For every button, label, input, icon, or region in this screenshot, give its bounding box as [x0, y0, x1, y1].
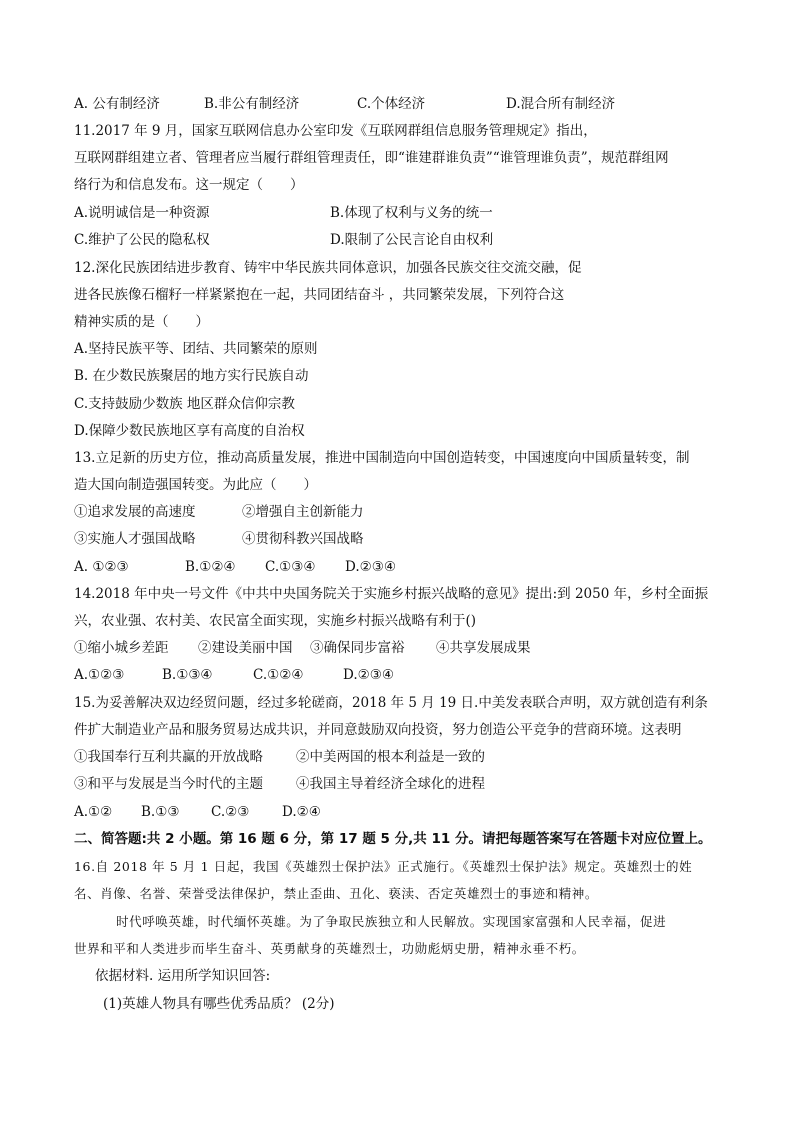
q11-option-b: B.体现了权利与义务的统一: [330, 205, 493, 221]
q15-item-4: ④我国主导着经济全球化的进程: [296, 776, 485, 792]
q13-item-1: ①追求发展的高速度: [74, 504, 196, 520]
q11-stem-line-1: 11.2017 年 9 月，国家互联网信息办公室印发《互联网群组信息服务管理规定》指出，: [74, 123, 597, 139]
q14-option-a: A.①②③: [74, 667, 125, 683]
q15-option-c: C.②③: [211, 804, 250, 820]
q13-stem-line-1: 13.立足新的历史方位，推动高质量发展，推进中国制造向中国创造转变，中国速度向中国质量转变，制: [74, 450, 690, 466]
q11-option-c: C.维护了公民的隐私权: [74, 232, 210, 248]
q16-material-line-1: 16.自 2018 年 5 月 1 日起，我国《英雄烈士保护法》正式施行。《英雄烈士保护法》规定。英雄烈士的姓: [74, 859, 693, 874]
q13-option-a: A. ①②③: [74, 559, 129, 575]
q15-stem-line-2: 件扩大制造业产品和服务贸易达成共识，并同意鼓励双向投资，努力创造公平竞争的营商环境。这表明: [74, 722, 682, 738]
q15-option-d: D.②④: [282, 804, 321, 820]
q11-stem-line-2: 互联网群组建立者、管理者应当履行群组管理责任，即“谁建群谁负责”“谁管理谁负责”，规范群组网: [74, 150, 669, 166]
q14-stem-line-1: 14.2018 年中央一号文件《中共中央国务院关于实施乡村振兴战略的意见》提出:到 2050 年，乡村全面振: [74, 586, 709, 602]
q10-option-c: C.个体经济: [357, 96, 426, 112]
q10-option-a: A. 公有制经济: [74, 96, 160, 112]
q14-option-c: C.①②④: [253, 667, 304, 683]
q12-stem-line-1: 12.深化民族团结进步教育、铸牢中华民族共同体意识，加强各民族交往交流交融，促: [74, 260, 582, 276]
q12-option-a: A.坚持民族平等、团结、共同繁荣的原则: [74, 341, 318, 357]
q10-option-d: D.混合所有制经济: [506, 96, 616, 112]
q14-item-3: ③确保同步富裕: [310, 640, 405, 656]
q12-option-d: D.保障少数民族地区享有高度的自治权: [74, 423, 305, 439]
q16-material-line-4: 世界和平和人类进步而毕生奋斗、英勇献身的英雄烈士，功勋彪炳史册，精神永垂不朽。: [74, 941, 585, 956]
q10-option-b: B.非公有制经济: [204, 96, 300, 112]
q16-material-line-2: 名、肖像、名誉、荣誉受法律保护，禁止歪曲、丑化、亵渎、否定英雄烈士的事迹和精神。: [74, 886, 599, 901]
q13-option-d: D.②③④: [345, 559, 396, 575]
q13-option-b: B.①②④: [185, 559, 236, 575]
q15-item-3: ③和平与发展是当今时代的主题: [74, 776, 263, 792]
q12-option-b: B. 在少数民族聚居的地方实行民族自动: [74, 368, 309, 384]
q13-option-c: C.①③④: [265, 559, 316, 575]
q11-option-d: D.限制了公民言论自由权利: [330, 232, 494, 248]
q14-item-4: ④共享发展成果: [436, 640, 531, 656]
q16-subquestion-1: (1)英雄人物具有哪些优秀品质？ (2分): [103, 996, 335, 1012]
q12-stem-line-3: 精神实质的是（ ）: [74, 314, 209, 330]
q14-option-b: B.①③④: [162, 667, 213, 683]
q16-prompt: 依据材料. 运用所学知识回答:: [95, 968, 271, 984]
q14-item-2: ②建设美丽中国: [198, 640, 293, 656]
q15-item-2: ②中美两国的根本利益是一致的: [296, 749, 485, 765]
q12-stem-line-2: 进各民族像石榴籽一样紧紧抱在一起，共同团结奋斗 ，共同繁荣发展，下列符合这: [74, 287, 565, 303]
q13-item-4: ④贯彻科教兴国战略: [242, 531, 364, 547]
q15-item-1: ①我国奉行互利共赢的开放战略: [74, 749, 263, 765]
q15-stem-line-1: 15.为妥善解决双边经贸问题，经过多轮磋商，2018 年 5 月 19 日.中美发表联合声明，双方就创造有利条: [74, 695, 708, 711]
q12-option-c: C.支持鼓励少数族 地区群众信仰宗教: [74, 396, 295, 412]
q13-stem-line-2: 造大国向制造强国转变。为此应（ ）: [74, 477, 317, 493]
q13-item-2: ②增强自主创新能力: [242, 504, 364, 520]
q13-item-3: ③实施人才强国战略: [74, 531, 196, 547]
section-2-heading: 二、简答题:共 2 小题。第 16 题 6 分，第 17 题 5 分,共 11 分。请把每题答案写在答题卡对应位置上。: [74, 831, 712, 847]
q14-stem-line-2: 兴，农业强、农村美、农民富全面实现，实施乡村振兴战略有利于(): [74, 613, 477, 629]
q11-stem-line-3: 络行为和信息发布。这一规定（ ）: [74, 177, 304, 193]
q14-option-d: D.②③④: [343, 667, 394, 683]
q16-material-line-3: 时代呼唤英雄，时代缅怀英雄。为了争取民族独立和人民解放。实现国家富强和人民幸福，促进: [116, 914, 667, 929]
q15-option-b: B.①③: [141, 804, 180, 820]
q15-option-a: A.①②: [74, 804, 113, 820]
q11-option-a: A.说明诚信是一种资源: [74, 205, 210, 221]
q14-item-1: ①缩小城乡差距: [74, 640, 169, 656]
